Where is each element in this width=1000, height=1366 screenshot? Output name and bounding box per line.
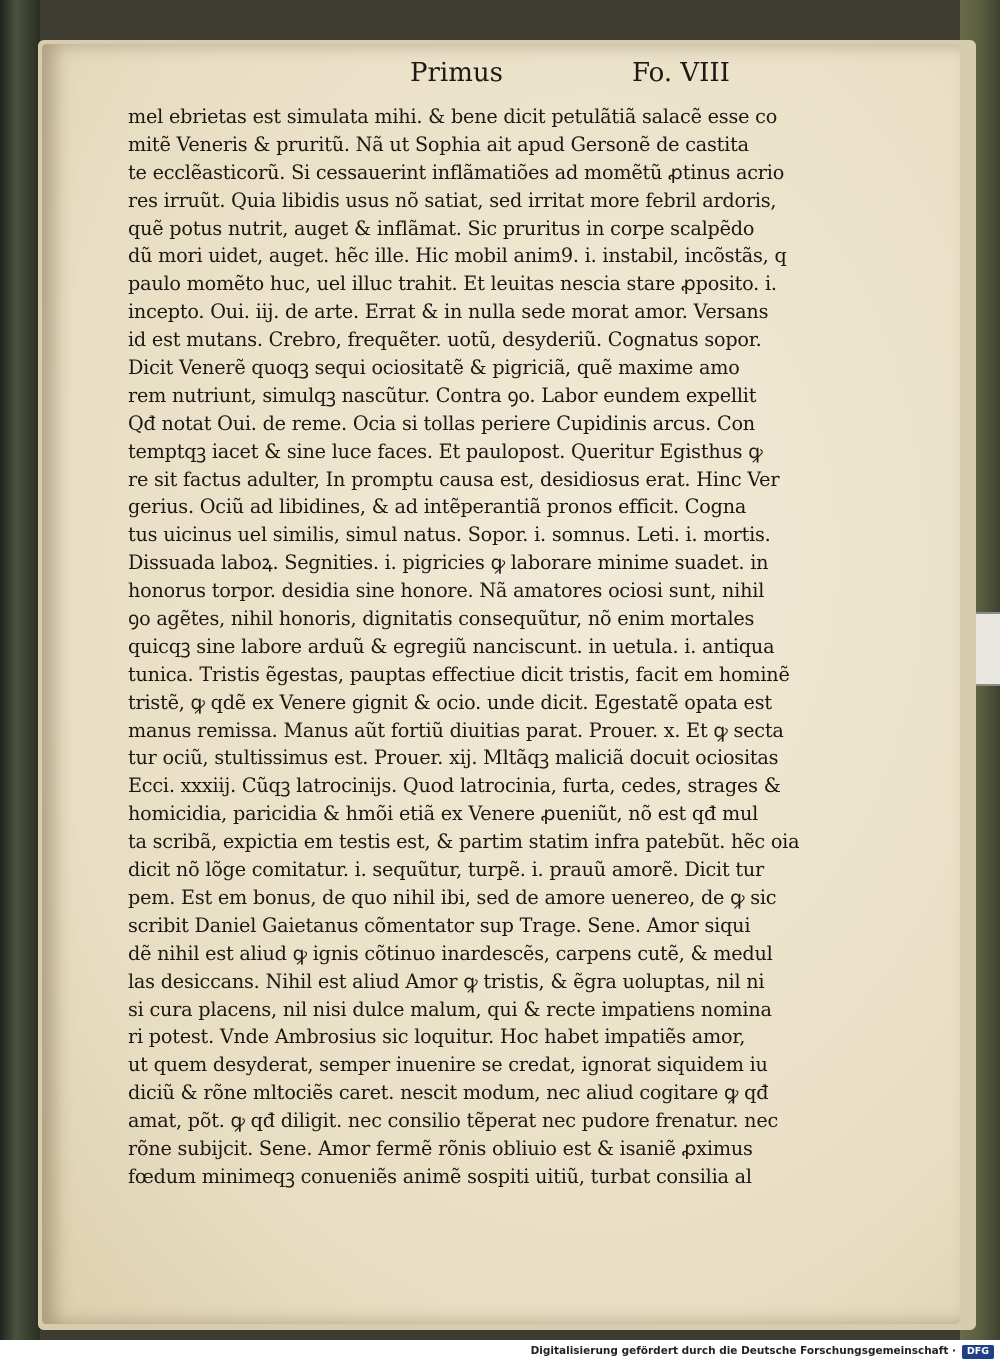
footer-bar [0, 1340, 1000, 1366]
text-line: Dicit Venerẽ quoqꝫ sequi ociositatẽ & pigriciã, quẽ maxime amo [128, 356, 740, 380]
text-line: tristẽ, ꝙ qdẽ ex Venere gignit & ocio. unde dicit. Egestatẽ opata est [128, 690, 772, 714]
text-line: diciũ & rõne mltociẽs caret. nescit modum, nec aliud cogitare ꝙ qđ [128, 1081, 769, 1105]
page-header [0, 58, 1000, 98]
text-line: tus uicinus uel similis, simul natus. Sopor. i. somnus. Leti. i. mortis. [128, 523, 771, 547]
text-line: scribit Daniel Gaietanus cõmentator sup Trage. Sene. Amor siqui [128, 913, 751, 937]
dfg-logo: DFG [962, 1345, 994, 1359]
text-line: quicqꝫ sine labore arduũ & egregiũ nanciscunt. in uetula. i. antiqua [128, 634, 775, 658]
text-line: quẽ potus nutrit, auget & inflãmat. Sic pruritus in corpe scalpẽdo [128, 216, 755, 240]
text-line: ꝯo agẽtes, nihil honoris, dignitatis consequũtur, nõ enim mortales [128, 607, 755, 631]
text-line: gerius. Ociũ ad libidines, & ad intẽperantiã pronos efficit. Cogna [128, 495, 747, 519]
body-text [128, 103, 813, 1191]
text-line: las desiccans. Nihil est aliud Amor ꝙ tristis, & ẽgra uoluptas, nil ni [128, 969, 765, 993]
text-line: Qđ notat Oui. de reme. Ocia si tollas periere Cupidinis arcus. Con [128, 411, 755, 435]
text-line: mel ebrietas est simulata mihi. & bene dicit petulãtiã salacẽ esse co [128, 105, 778, 128]
text-line: ut quem desyderat, semper inuenire se credat, ignorat siquidem iu [128, 1053, 768, 1077]
text-line: Ecci. xxxiij. Cũqꝫ latrocinijs. Quod latrocinia, furta, cedes, strages & [128, 774, 781, 798]
text-line: ta scribã, expictia em testis est, & partim statim infra patebũt. hẽc oia [128, 830, 800, 854]
text-line: res irruũt. Quia libidis usus nõ satiat, sed irritat more febril ardoris, [128, 188, 777, 212]
text-line: homicidia, paricidia & hmõi etiã ex Venere ꝓueniũt, nõ est qđ mul [128, 802, 759, 826]
text-line: Dissuada laboꝝ. Segnities. i. pigricies ꝙ laborare minime suadet. in [128, 551, 769, 575]
text-line: paulo momẽto huc, uel illuc trahit. Et leuitas nescia stare ꝓposito. i. [128, 272, 777, 296]
text-line: rõne subijcit. Sene. Amor fermẽ rõnis obliuio est & isaniẽ ꝓximus [128, 1136, 753, 1160]
text-line: dẽ nihil est aliud ꝙ ignis cõtinuo inardescẽs, carpens cutẽ, & medul [128, 941, 773, 965]
text-line: amat, põt. ꝙ qđ diligit. nec consilio tẽperat nec pudore frenatur. nec [128, 1109, 779, 1133]
text-line: re sit factus adulter, In promptu causa est, desidiosus erat. Hinc Ver [128, 467, 780, 491]
text-line: si cura placens, nil nisi dulce malum, qui & recte impatiens nomina [128, 997, 772, 1021]
text-line: pem. Est em bonus, de quo nihil ibi, sed de amore uenereo, de ꝙ sic [128, 885, 777, 909]
text-line: honorus torpor. desidia sine honore. Nã amatores ociosi sunt, nihil [128, 579, 765, 603]
text-line: mitẽ Veneris & pruritũ. Nã ut Sophia ait apud Gersonẽ de castita [128, 132, 749, 156]
text-line: id est mutans. Crebro, frequẽter. uotũ, desyderiũ. Cognatus sopor. [128, 328, 762, 352]
funding-credit: Digitalisierung gefördert durch die Deutsche Forschungsgemeinschaft · [530, 1345, 956, 1357]
text-line: te ecclẽasticorũ. Si cessauerint inflãmatiões ad momẽtũ ꝓtinus acrio [128, 160, 785, 184]
text-line: ri potest. Vnde Ambrosius sic loquitur. Hoc habet impatiẽs amor, [128, 1025, 746, 1049]
folio-number: Fo. VIII [632, 58, 730, 88]
text-line: tur ociũ, stultissimus est. Prouer. xij. Mltãqꝫ maliciã docuit ociositas [128, 746, 779, 770]
text-line: dũ mori uidet, auget. hẽc ille. Hic mobil anim9. i. instabil, incõstãs, q [128, 244, 787, 268]
text-line: manus remissa. Manus aũt fortiũ diuitias parat. Prouer. x. Et ꝙ secta [128, 718, 784, 742]
text-line: temptqꝫ iacet & sine luce faces. Et paulopost. Queritur Egisthus ꝙ [128, 439, 763, 463]
text-line: rem nutriunt, simulqꝫ nascũtur. Contra ꝯo. Labor eundem expellit [128, 383, 757, 407]
text-line: dicit nõ lõge comitatur. i. sequũtur, turpẽ. i. prauũ amorẽ. Dicit tur [128, 858, 765, 882]
text-line: fœdum minimeqꝫ conueniẽs animẽ sospiti uitiũ, turbat consilia al [128, 1164, 752, 1188]
text-line: tunica. Tristis ẽgestas, pauptas effectiue dicit tristis, facit em hominẽ [128, 662, 790, 686]
book-cover-left [0, 0, 40, 1366]
running-head: Primus [410, 58, 503, 88]
text-line: incepto. Oui. iij. de arte. Errat & in nulla sede morat amor. Versans [128, 300, 769, 324]
